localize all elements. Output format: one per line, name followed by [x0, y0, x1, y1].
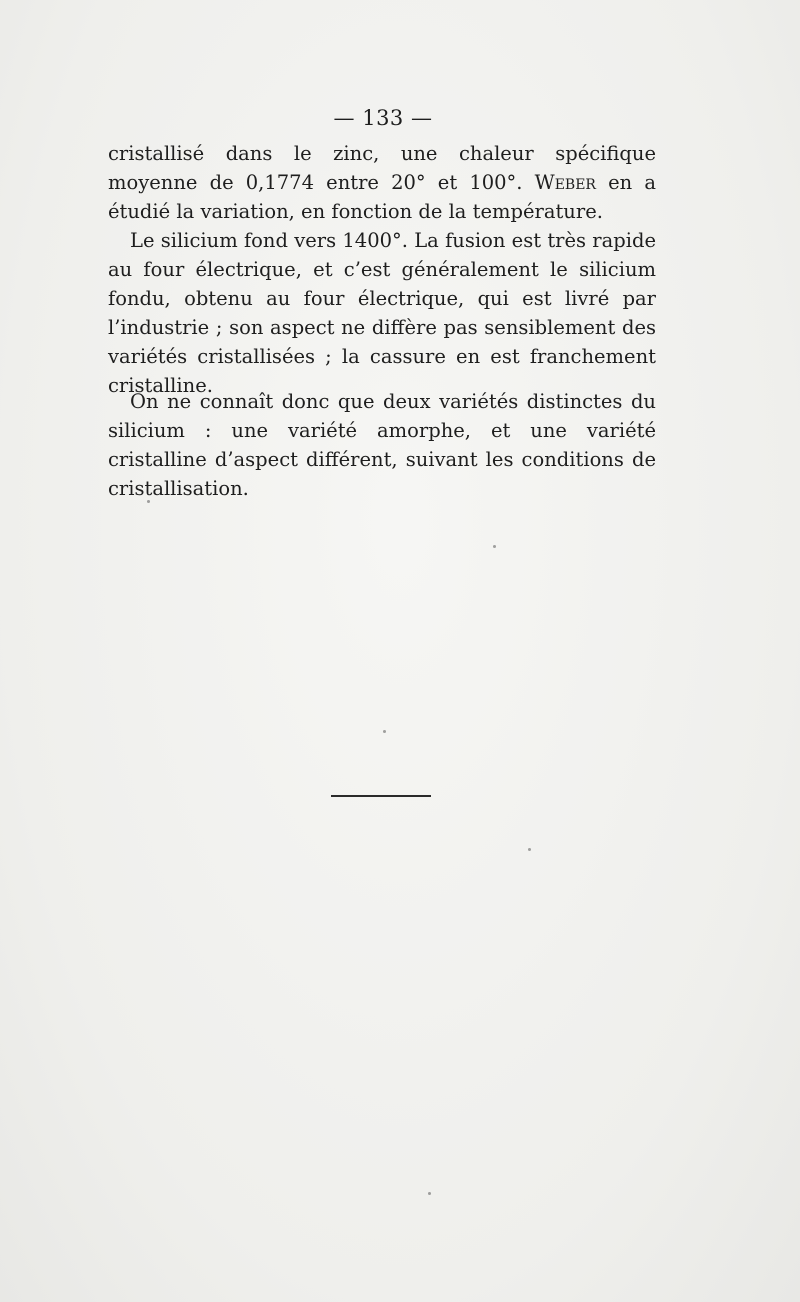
text-run: en a étudié la variation, en fonction de la température. [108, 171, 656, 223]
paper-speck [383, 730, 386, 733]
page-number: — 133 — [333, 106, 433, 130]
paragraph-fusion: Le silicium fond vers 1400°. La fusion est très rapide au four électrique, et c’est généralement le silicium fondu, obtenu au four électrique, qui est livré par l’industrie ; son aspect ne diffère pas sensiblement des variétés cristallisées ; la cassure en est franchement cristalline. [108, 229, 656, 397]
paragraph-specific-heat [108, 139, 656, 226]
text-run: cristallisé dans le zinc, une chaleur spécifique moyenne de 0,1774 entre 20° et 100°. [108, 142, 656, 194]
paper-speck [493, 545, 496, 548]
author-name: Weber [534, 171, 596, 194]
paper-speck [147, 500, 150, 503]
text-section-conclusion [108, 387, 656, 503]
paper-speck [428, 1192, 431, 1195]
paragraph-varieties: On ne connaît donc que deux variétés distinctes du silicium : une variété amorphe, et une variété cristalline d’aspect différent, suivant les conditions de cristallisation. [108, 390, 656, 500]
section-end-rule [331, 795, 431, 797]
text-section-silicium-properties [108, 139, 656, 400]
paper-speck [528, 848, 531, 851]
